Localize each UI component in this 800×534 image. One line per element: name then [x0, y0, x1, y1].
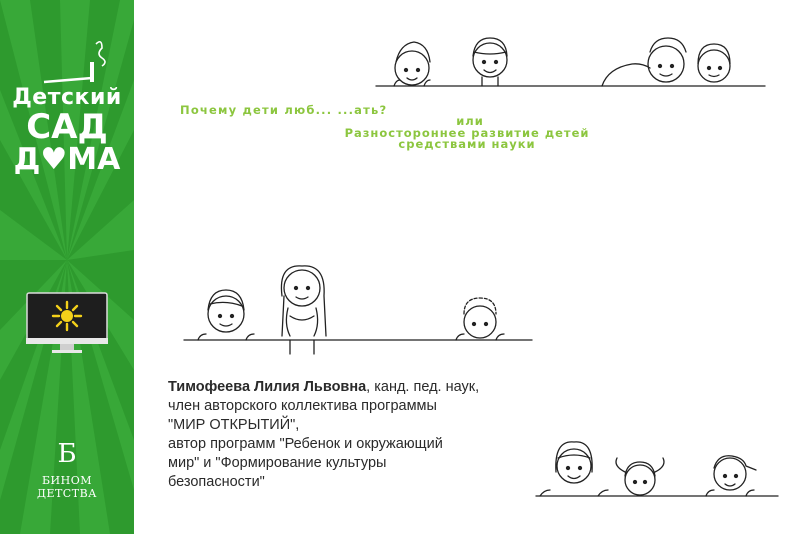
author-info	[168, 378, 498, 492]
kids-illustration-middle	[180, 256, 540, 366]
logo-line-3	[0, 144, 134, 176]
title-line-2: или	[456, 114, 484, 128]
heart-icon: ♥	[40, 142, 68, 177]
author-name: Тимофеева Лилия Львовна	[168, 379, 367, 395]
kids-illustration-top	[370, 26, 770, 96]
logo-line-3-b: МА	[67, 142, 121, 177]
title-line-3: Разностороннее развитие детей	[344, 126, 590, 140]
publisher-name: БИНОМ ДЕТСТВА	[37, 474, 97, 500]
author-line-4: автор программ "Ребенок и окружающий	[168, 436, 443, 452]
author-line-1	[168, 378, 498, 397]
author-degree: , канд. пед. наук,	[366, 379, 480, 395]
brand-sidebar	[0, 0, 134, 534]
logo-line-2: САД	[26, 107, 108, 147]
logo-line-1: Детский	[12, 85, 122, 110]
author-line-6: безопасности"	[168, 474, 265, 490]
author-line-3: "МИР ОТКРЫТИЙ",	[168, 417, 300, 433]
sun-on-monitor-icon	[26, 292, 108, 358]
logo	[0, 30, 134, 176]
publisher-logo	[10, 440, 124, 500]
author-line-2: член авторского коллектива программы	[168, 398, 437, 414]
logo-line-3-a: Д	[13, 142, 41, 177]
author-line-5: мир" и "Формирование культуры	[168, 455, 387, 471]
kids-illustration-bottom	[530, 436, 790, 506]
publisher-mark: Б	[57, 439, 77, 469]
title-line-4: средствами науки	[398, 137, 536, 151]
title-line-1: Почему дети люб... ...ать?	[180, 103, 388, 117]
presentation-title	[180, 104, 800, 150]
